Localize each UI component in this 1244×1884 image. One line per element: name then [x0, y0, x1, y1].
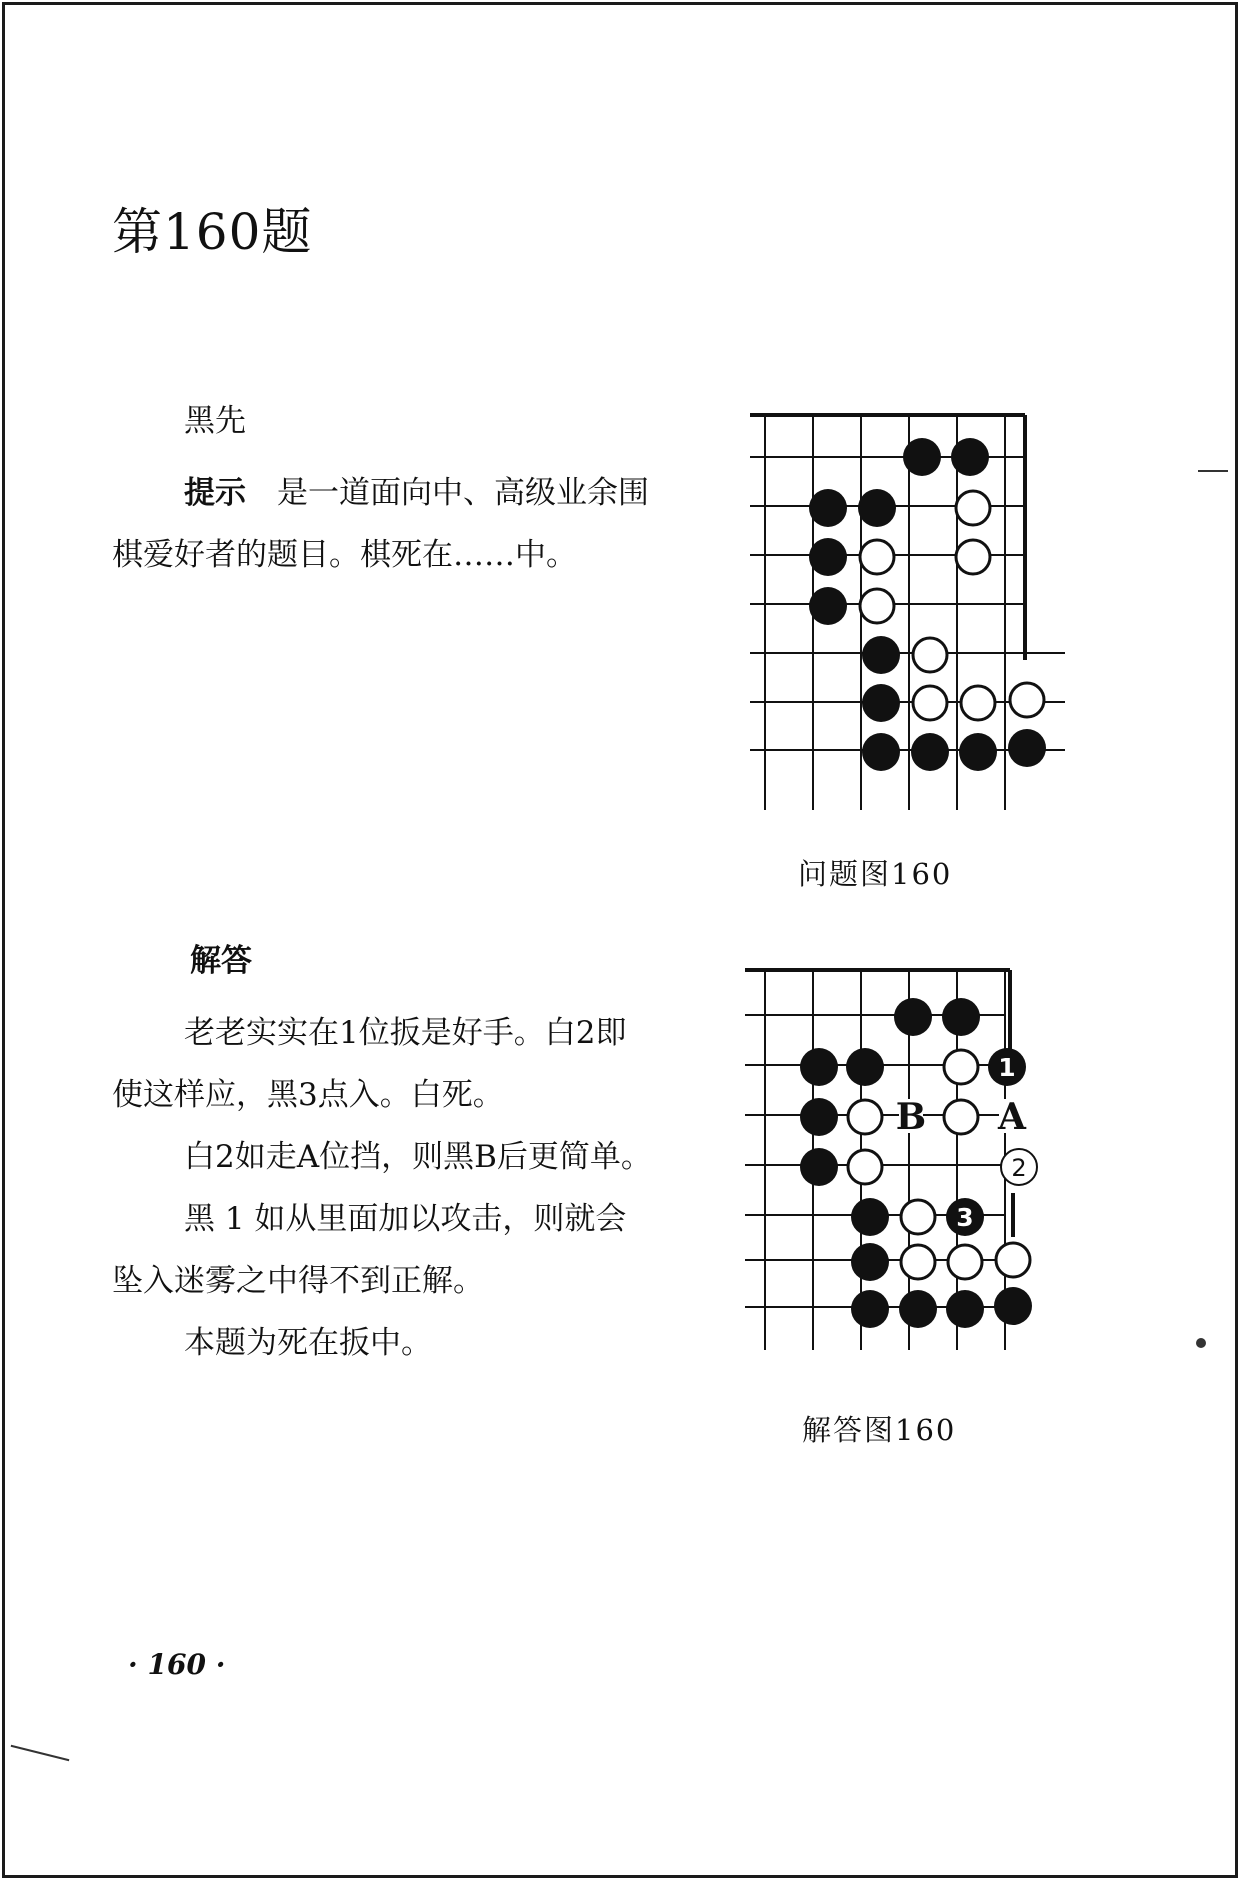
black-stone [800, 1098, 838, 1136]
answer-paragraph: 老老实实在1位扳是好手。白2即使这样应，黑3点入。白死。 [112, 1015, 627, 1113]
white-stone [956, 540, 990, 574]
white-stone [913, 686, 947, 720]
scan-speck [1198, 470, 1228, 472]
move-3-label: 3 [956, 1203, 974, 1232]
white-stone [961, 686, 995, 720]
answer-paragraph: 本题为死在扳中。 [184, 1325, 432, 1361]
scan-speck [1196, 1338, 1206, 1348]
white-stone [1010, 683, 1044, 717]
answer-board [735, 955, 1065, 1355]
black-stone [946, 1290, 984, 1328]
white-stone [913, 638, 947, 672]
white-stone [901, 1245, 935, 1279]
black-stone [903, 438, 941, 476]
white-stone [901, 1200, 935, 1234]
move-2-label: 2 [1011, 1154, 1027, 1182]
black-stone [858, 489, 896, 527]
answer-heading: 解答 [190, 943, 252, 979]
black-stone [800, 1148, 838, 1186]
problem-text [112, 390, 652, 586]
black-stone [1008, 729, 1046, 767]
white-stone [948, 1245, 982, 1279]
black-stone [894, 998, 932, 1036]
answer-caption: 解答图160 [802, 1413, 957, 1447]
problem-board [735, 400, 1065, 820]
white-stone [860, 540, 894, 574]
hint-paragraph [112, 462, 652, 586]
black-stone [862, 684, 900, 722]
black-stone [851, 1290, 889, 1328]
side-to-move: 黑先 [184, 403, 246, 439]
white-stone [944, 1050, 978, 1084]
black-stone [994, 1287, 1032, 1325]
black-stone [942, 998, 980, 1036]
black-stone [862, 733, 900, 771]
answer-paragraph: 黑 1 如从里面加以攻击，则就会坠入迷雾之中得不到正解。 [112, 1201, 627, 1299]
black-stone [951, 438, 989, 476]
white-stone [956, 491, 990, 525]
black-stone [862, 636, 900, 674]
hint-label: 提示 [184, 475, 246, 511]
answer-paragraph: 白2如走A位挡，则黑B后更简单。 [184, 1139, 652, 1175]
black-stone [809, 538, 847, 576]
white-stone [848, 1100, 882, 1134]
page-number: · 160 · [128, 1648, 226, 1681]
black-stone [809, 587, 847, 625]
answer-text [112, 930, 652, 1374]
white-stone [860, 589, 894, 623]
point-a-label: A [998, 1096, 1026, 1138]
white-stone [848, 1150, 882, 1184]
white-stone [944, 1100, 978, 1134]
black-stone [851, 1198, 889, 1236]
black-stone [911, 733, 949, 771]
hint-text: 是一道面向中、高级业余围棋爱好者的题目。棋死在……中。 [112, 475, 649, 573]
black-stone [809, 489, 847, 527]
white-stone [996, 1243, 1030, 1277]
point-b-label: B [895, 1096, 927, 1138]
black-stone [846, 1048, 884, 1086]
black-stone [899, 1290, 937, 1328]
black-stone [800, 1048, 838, 1086]
problem-caption: 问题图160 [798, 857, 953, 891]
black-stone [959, 733, 997, 771]
problem-title: 第160题 [112, 203, 313, 261]
move-1-label: 1 [998, 1053, 1016, 1082]
black-stone [851, 1243, 889, 1281]
